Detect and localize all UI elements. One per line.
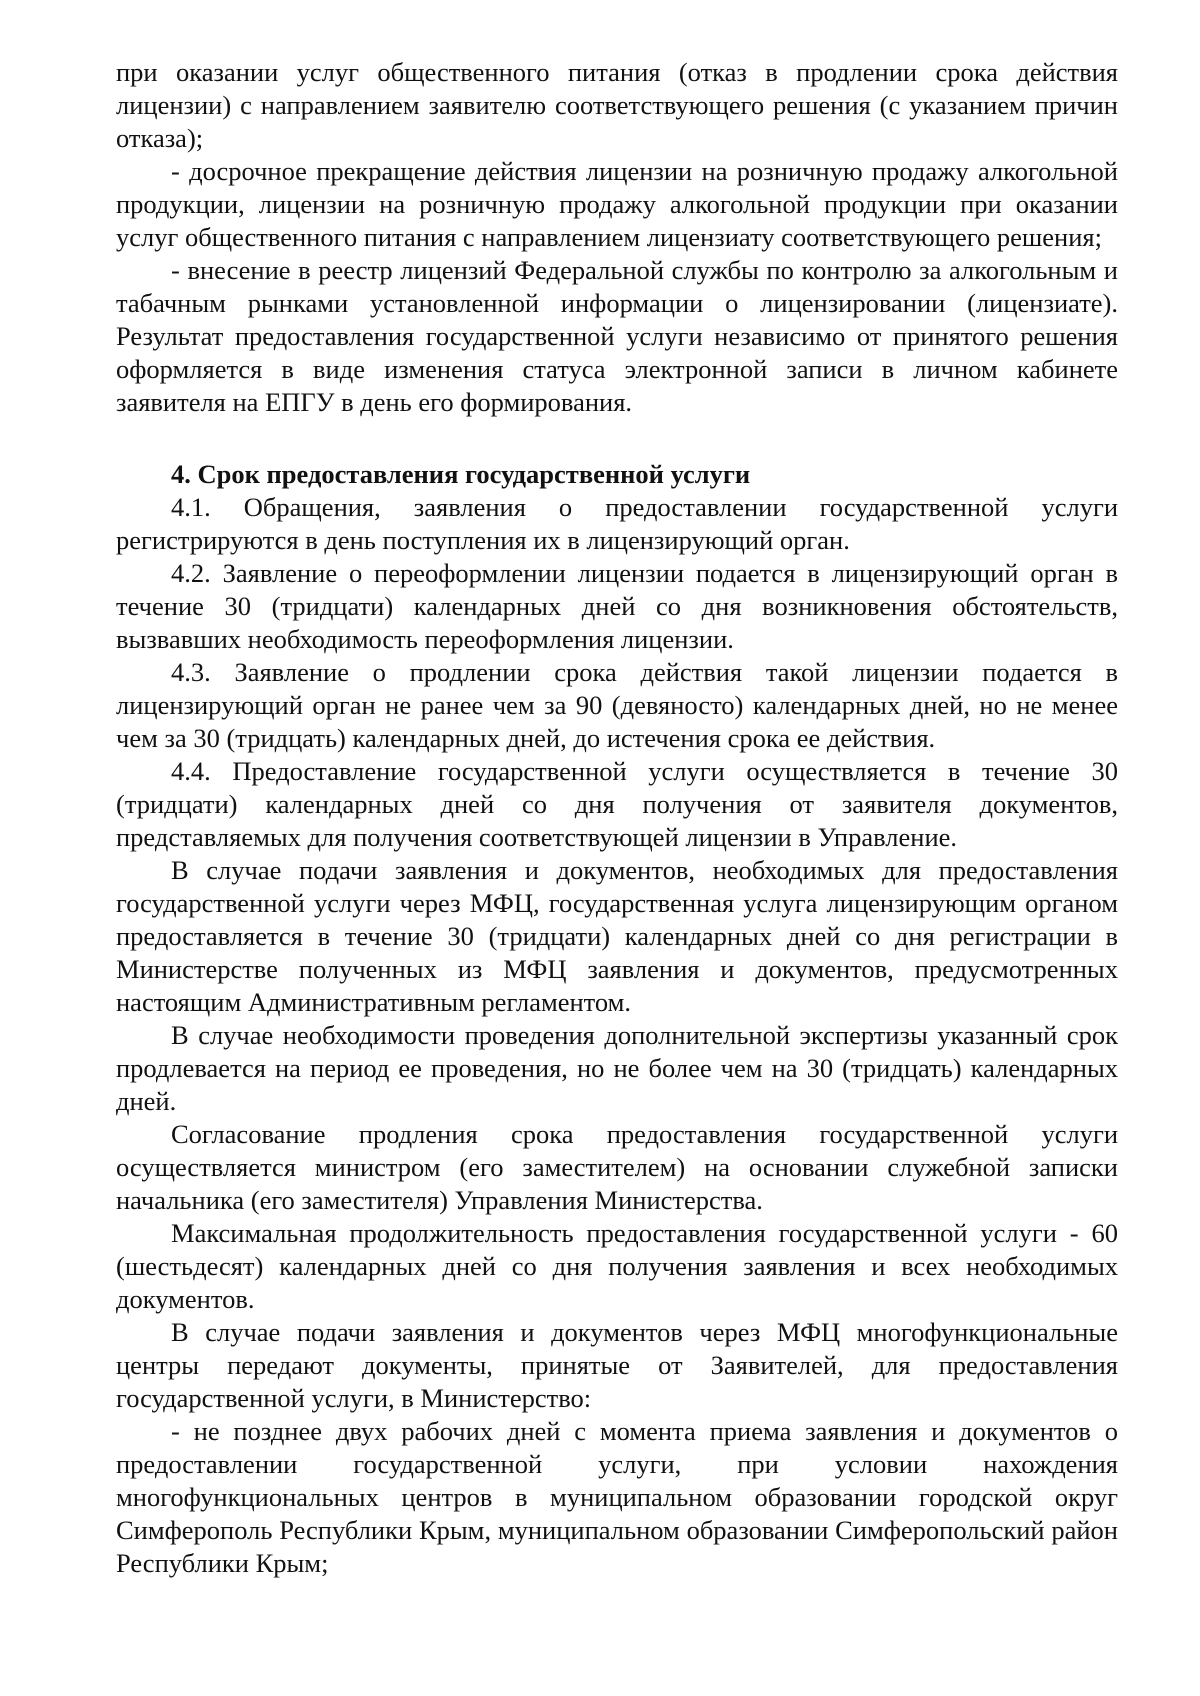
paragraph-mfc-term: В случае подачи заявления и документов, необходимых для предоставления государственной услуги через МФЦ, государственная услуга лицензирующим органом предоставляется в течение 30 (тридцати) календарных дней со дня регистрации в Министерстве полученных из МФЦ заявления и документов, предусмотренных настоящим Административным регламентом. xyxy=(116,855,1118,1017)
paragraph-two-working-days: - не позднее двух рабочих дней с момента приема заявления и документов о предоставлении государственной услуги, при условии нахождения многофункциональных центров в муниципальном образовании городской округ Симферополь Республики Крым, муниципальном образовании Симферопольский район Республики Крым; xyxy=(116,1416,1118,1578)
paragraph-intro-continuation: при оказании услуг общественного питания (отказ в продлении срока действия лицензии) с направлением заявителю соответствующего решения (с указанием причин отказа); xyxy=(116,57,1118,153)
paragraph-extension-approval: Согласование продления срока предоставления государственной услуги осуществляется министром (его заместителем) на основании служебной записки начальника (его заместителя) Управления Министерства. xyxy=(116,1119,1118,1215)
paragraph-4-4: 4.4. Предоставление государственной услуги осуществляется в течение 30 (тридцати) календарных дней со дня получения от заявителя документов, представляемых для получения соответствующей лицензии в Управление. xyxy=(116,756,1118,852)
paragraph-4-2: 4.2. Заявление о переоформлении лицензии подается в лицензирующий орган в течение 30 (тридцати) календарных дней со дня возникновения обстоятельств, вызвавших необходимость переоформления лицензии. xyxy=(116,558,1118,654)
paragraph-registry-entry: - внесение в реестр лицензий Федеральной службы по контролю за алкогольным и табачным рынками установленной информации о лицензировании (лицензиате). Результат предоставления государственной услуги независимо от принятого решения оформляется в виде изменения статуса электронной записи в личном кабинете заявителя на ЕПГУ в день его формирования. xyxy=(116,255,1118,417)
paragraph-expertise-extension: В случае необходимости проведения дополнительной экспертизы указанный срок продлевается на период ее проведения, но не более чем на 30 (тридцать) календарных дней. xyxy=(116,1020,1118,1116)
paragraph-4-1: 4.1. Обращения, заявления о предоставлении государственной услуги регистрируются в день поступления их в лицензирующий орган. xyxy=(116,492,1118,555)
section-heading: 4. Срок предоставления государственной услуги xyxy=(171,459,751,489)
paragraph-mfc-transfer: В случае подачи заявления и документов через МФЦ многофункциональные центры передают документы, принятые от Заявителей, для предоставления государственной услуги, в Министерство: xyxy=(116,1317,1118,1413)
paragraph-4-3: 4.3. Заявление о продлении срока действия такой лицензии подается в лицензирующий орган не ранее чем за 90 (девяносто) календарных дней, но не менее чем за 30 (тридцать) календарных дней, до истечения срока ее действия. xyxy=(116,657,1118,753)
paragraph-early-termination: - досрочное прекращение действия лицензии на розничную продажу алкогольной продукции, лицензии на розничную продажу алкогольной продукции при оказании услуг общественного питания с направлением лицензиату соответствующего решения; xyxy=(116,156,1118,252)
paragraph-maximum-duration: Максимальная продолжительность предоставления государственной услуги - 60 (шестьдесят) календарных дней со дня получения заявления и всех необходимых документов. xyxy=(116,1218,1118,1314)
document-page xyxy=(116,56,1118,1580)
